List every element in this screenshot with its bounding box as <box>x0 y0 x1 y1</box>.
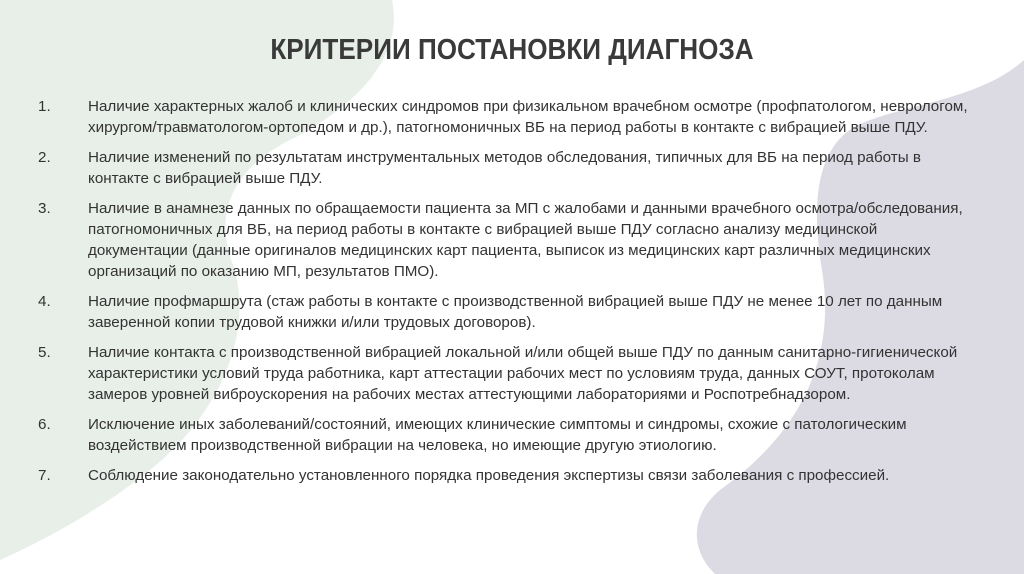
list-item <box>38 465 978 486</box>
list-item-number: 5. <box>38 344 51 361</box>
criteria-list <box>38 96 978 495</box>
list-item <box>38 414 978 456</box>
list-item-number: 7. <box>38 467 51 484</box>
list-item <box>38 147 978 189</box>
list-item-text: Соблюдение законодательно установленного порядка проведения экспертизы связи заболевания с профессией. <box>88 467 890 484</box>
list-item <box>38 342 978 405</box>
list-item <box>38 96 978 138</box>
list-item-text: Исключение иных заболеваний/состояний, имеющих клинические симптомы и синдромы, схожие с патологическим воздействием производственной вибрации на человека, но имеющие другую этиологию. <box>88 416 907 454</box>
list-item-text: Наличие профмаршрута (стаж работы в контакте с производственной вибрацией выше ПДУ не менее 10 лет по данным заверенной копии трудовой книжки и/или трудовых договоров). <box>88 293 943 331</box>
list-item-text: Наличие в анамнезе данных по обращаемости пациента за МП с жалобами и данными врачебного осмотра/обследования, патогномоничных для ВБ, на период работы в контакте с вибрацией выше ПДУ согласно анализу медицинской документации (данные оригиналов медицинских карт пациента, выписок из медицинских карт различных медицинских организаций по оказанию МП, результатов ПМО). <box>88 200 963 280</box>
list-item-number: 3. <box>38 200 51 217</box>
list-item-text: Наличие характерных жалоб и клинических синдромов при физикальном врачебном осмотре (профпатологом, неврологом, хирургом/травматологом-ортопедом и др.), патогномоничных ВБ на период работы в контакте с вибрацией выше ПДУ. <box>88 98 968 136</box>
page-title: КРИТЕРИИ ПОСТАНОВКИ ДИАГНОЗА <box>270 34 754 66</box>
list-item-number: 4. <box>38 293 51 310</box>
list-item-text: Наличие изменений по результатам инструментальных методов обследования, типичных для ВБ на период работы в контакте с вибрацией выше ПДУ. <box>88 149 921 187</box>
list-item-number: 6. <box>38 416 51 433</box>
list-item-number: 1. <box>38 98 51 115</box>
list-item-text: Наличие контакта с производственной вибрацией локальной и/или общей выше ПДУ по данным санитарно-гигиенической характеристики условий труда работника, карт аттестации рабочих мест по условиям труда, данных СОУТ, протоколам замеров уровней виброускорения на рабочих местах аттестующими лабораториями и Роспотребнадзором. <box>88 344 958 403</box>
list-item <box>38 198 978 282</box>
list-item <box>38 291 978 333</box>
list-item-number: 2. <box>38 149 51 166</box>
